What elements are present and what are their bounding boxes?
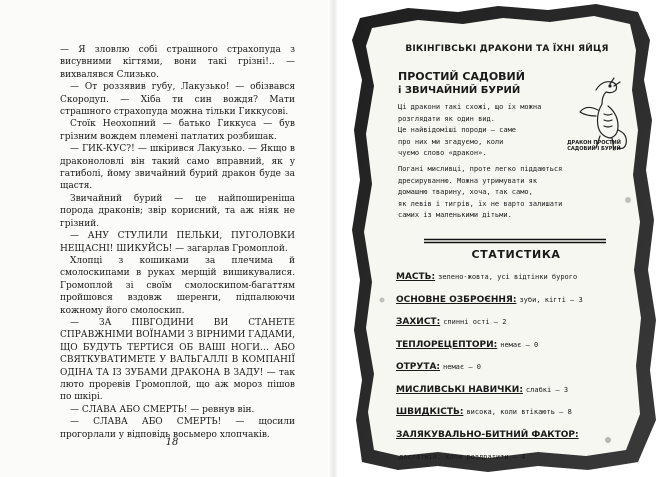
stat-value: немає – 0 (500, 340, 539, 349)
description-line: як левів і тигрів, їх не варто залишати (398, 199, 563, 208)
stat-row (396, 422, 628, 445)
dragon-caption: ДРАКОН ПРОСТИЙ САДОВИЙ І БУРИЙ (567, 140, 621, 152)
description-line: Це найвідоміші породи — саме (398, 126, 517, 135)
stat-row (396, 444, 628, 467)
description-line: Погані мисливці, проте легко піддаються (398, 165, 563, 173)
stat-label: ЗАХИСТ: (396, 317, 441, 327)
double-rule-divider (424, 238, 606, 244)
stat-label: ТЕПЛОРЕЦЕПТОРИ: (396, 339, 498, 350)
story-paragraph: — ГИК-КУС?! — шкірився Лакузько. — Якщо в драконоловлі він такий само вправний, як у гатиболі, йому звичайний бурий дракон буде за щастя. (60, 144, 295, 192)
stat-value: слабкі – 3 (525, 385, 569, 394)
story-paragraph: — АНУ СТУЛИЛИ ПЕЛЬКИ, ПУГОЛОВКИ НЕЩАСНІ! ШИКУЙСЬ! — загарлав Громоплой. (60, 231, 295, 254)
stat-row (396, 309, 628, 332)
stats-title: СТАТИСТИКА (471, 248, 561, 261)
section-title: ПРОСТИЙ САДОВИЙ (398, 70, 525, 83)
stat-row (396, 287, 628, 310)
sheet-title: ВІКІНГІВСЬКІ ДРАКОНИ ТА ЇХНІ ЯЙЦЯ (405, 44, 609, 54)
story-paragraph: Хлопці з кошиками за плечима й смолоскипами в руках мерщій вишикувалися. Громоплой зі своїм смолоскипом-багаттям пройшовся вздовж шеренги, підпалюючи кожному його смолоскип. (60, 255, 295, 316)
stat-value: зуби, кігті – 3 (519, 295, 583, 304)
description-line: самих із маленькими дітьми. (398, 211, 512, 220)
description-line: про них ми згадуємо, коли (398, 137, 504, 146)
story-paragraph: — От роззявив губу, Лакузько! — обізвався Скородуп. — Хіба ти син вождя? Мати страшного страхопуда можна тільки Гиккусові. (60, 82, 295, 118)
stat-label: ОСНОВНЕ ОЗБРОЄННЯ: (396, 294, 517, 305)
story-paragraph: Звичайний бурий — це найпоширеніша порода драконів; звір корисний, та аж ніяк не грізний. (60, 193, 295, 229)
stat-value: зелено-жовта, усі відтінки бурого (438, 273, 578, 281)
story-paragraph: Стоїк Неохопний — батько Гиккуса — був грізним вождем племені патлатих розбишак. (60, 119, 295, 142)
stat-row (396, 264, 628, 287)
story-paragraph: — Я зловлю собі страшного страхопуда з висувними кігтями, вони такі грізні!.. — вихвалявся Слизько. (60, 45, 295, 80)
description-line: дресируванню. Можна утримувати як (398, 176, 538, 185)
stat-row (396, 354, 628, 377)
story-paragraph: — СЛАВА АБО СМЕРТЬ! — щосили прогорлали у відповідь восьмеро хлопчаків. (60, 417, 295, 440)
dragon-description (398, 102, 568, 160)
description-line: чуємо слово «дракон». (398, 149, 487, 158)
story-paragraph: — СЛАВА АБО СМЕРТЬ! — ревнув він. (70, 404, 255, 415)
story-paragraph: — ЗА ПІВГОДИНИ ВИ СТАНЕТЕ СПРАВЖНІМИ ВОЇНАМИ З ВІРНИМИ ГАДАМИ, ЩО БУДУТЬ ТЕРТИСЯ ОБ ВАШІ НОГИ… АБО СВЯТКУВАТИМЕТЕ У ВАЛЬГАЛЛІ В КОМПАНІЇ ОДІНА ТА ІЗ ЗУБАМИ ДРАКОНА В ЗАДУ! — так люто проревів Громоплой, що аж мороз пішов по шкірі. (60, 317, 295, 403)
right-page (338, 0, 664, 477)
book-gutter (328, 0, 338, 477)
stat-value: достатній, коли роздратити – 4 (399, 453, 526, 461)
section-subtitle: і ЗВИЧАЙНИЙ БУРИЙ (398, 85, 521, 96)
stat-value: спинні ості – 2 (443, 318, 507, 326)
stat-value: висока, коли втікають – 8 (466, 408, 572, 416)
stat-label: МИСЛИВСЬКІ НАВИЧКИ: (396, 384, 523, 395)
stats-list (396, 264, 628, 467)
stat-row (396, 377, 628, 400)
page-number: 18 (165, 437, 179, 448)
stat-row (396, 399, 628, 422)
stat-label: ЗАЛЯКУВАЛЬНО-БИТНИЙ ФАКТОР: (396, 429, 579, 440)
stat-label: ОТРУТА: (396, 362, 441, 372)
description-line: розглядати як один вид. (398, 114, 495, 123)
description-line: Ці дракони такі схожі, що їх можна (398, 103, 542, 111)
story-text (60, 44, 295, 441)
description-line: домашню тварину, хоча, так само, (398, 188, 533, 197)
stat-row (396, 332, 628, 355)
stat-label: ШВИДКІСТЬ: (396, 407, 464, 417)
stat-value: немає – 0 (443, 363, 481, 371)
dragon-description-2 (398, 164, 608, 222)
stat-label: МАСТЬ: (396, 272, 436, 282)
